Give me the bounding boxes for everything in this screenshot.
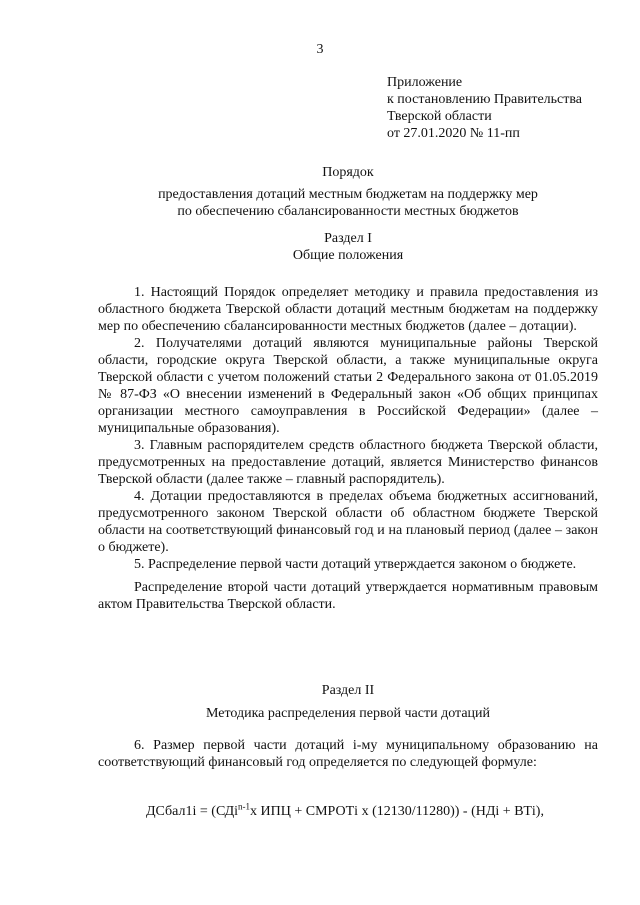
appendix-line: от 27.01.2020 № 11-пп	[387, 126, 520, 141]
section-heading	[98, 230, 598, 264]
paragraph: Распределение второй части дотаций утверждается нормативным правовым актом Правительства Тверской области.	[98, 580, 598, 612]
formula-part: ДСбал1i = (СДi	[146, 804, 239, 819]
page-number: 3	[316, 42, 324, 57]
title-line: по обеспечению сбалансированности местных бюджетов	[177, 204, 519, 219]
formula-part: x ИПЦ + СМРОТi x (12130/11280)) - (НДi + ВТi),	[250, 804, 544, 819]
section-heading	[98, 682, 598, 722]
paragraph: 3. Главным распорядителем средств областного бюджета Тверской области, предусмотренных на предоставление дотаций, является Министерство финансов Тверской области (далее также – главный распорядитель).	[98, 438, 598, 487]
section-body	[98, 737, 598, 771]
paragraph: 5. Распределение первой части дотаций утверждается законом о бюджете.	[134, 557, 577, 572]
appendix-line: к постановлению Правительства	[387, 92, 583, 107]
formula-superscript: n-1	[238, 801, 251, 812]
paragraph: 6. Размер первой части дотаций i-му муниципальному образованию на соответствующий финансовый год определяется по следующей формуле:	[98, 738, 598, 770]
section-number: Раздел I	[324, 231, 372, 246]
section-title: Методика распределения первой части дотаций	[205, 706, 491, 721]
appendix-block	[387, 74, 582, 142]
section-body	[98, 284, 598, 613]
paragraph: 1. Настоящий Порядок определяет методику и правила предоставления из областного бюджета Тверской области дотаций местным бюджетам на поддержку мер по обеспечению сбалансированности местных бюджетов (далее – дотации).	[98, 285, 598, 334]
formula	[146, 801, 544, 820]
title-line: предоставления дотаций местным бюджетам на поддержку мер	[158, 187, 538, 202]
title-line: Порядок	[322, 165, 374, 180]
section-number: Раздел II	[321, 683, 375, 698]
appendix-line: Приложение	[387, 75, 463, 90]
paragraph: 2. Получателями дотаций являются муниципальные районы Тверской области, городские округа Тверской области, а также муниципальные округа Тверской области с учетом положений статьи 2 Федерального закона от 01.05.2019 № 87-ФЗ «О внесении изменений в Федеральный закон «Об общих принципах организации местного самоуправления в Российской Федерации» (далее – муниципальные образования).	[98, 336, 598, 436]
document-title	[98, 164, 598, 220]
appendix-line: Тверской области	[387, 109, 492, 124]
section-title: Общие положения	[292, 248, 404, 263]
paragraph: 4. Дотации предоставляются в пределах объема бюджетных ассигнований, предусмотренного законом Тверской области об областном бюджете Тверской области на соответствующий финансовый год и на плановый период (далее – закон о бюджете).	[98, 489, 598, 555]
